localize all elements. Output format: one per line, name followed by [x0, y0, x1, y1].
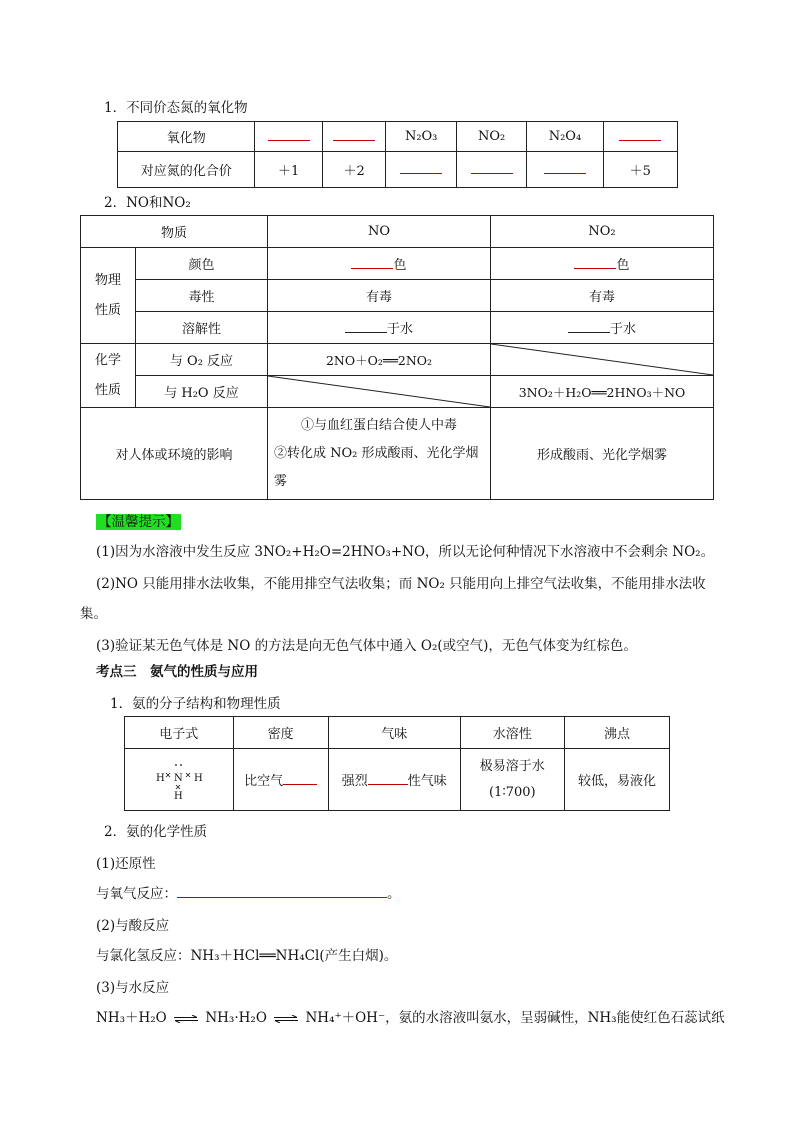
sol-suffix: 于水	[386, 322, 413, 337]
solubility-cell	[460, 749, 564, 811]
no2-effect: 形成酸雨、光化学烟雾	[491, 408, 714, 500]
hcl-reaction: 与氯化氢反应：NH₃＋HCl══NH₄Cl(产生白烟)。	[96, 948, 398, 964]
svg-text:H: H	[155, 772, 165, 784]
label-toxicity: 毒性	[136, 280, 268, 312]
no-no2-table	[80, 215, 714, 500]
sub-acid: (2)与酸反应	[96, 918, 170, 934]
section-title-ammonia-chem: 2．氨的化学性质	[104, 824, 208, 840]
boiling-cell: 较低，易液化	[564, 749, 669, 811]
no2-toxicity: 有毒	[491, 280, 714, 312]
tip-2a: (2)NO 只能用排水法收集，不能用排空气法收集；而 NO₂ 只能用向上排空气法收集，不能用排水法收	[96, 576, 706, 592]
solubility-text: 极易溶于水	[479, 758, 545, 774]
label-color: 颜色	[136, 248, 268, 280]
cell-no2: NO₂	[456, 122, 526, 152]
no-effect-cell	[268, 408, 491, 500]
diagonal-empty-cell	[268, 376, 491, 408]
blank-cell	[527, 152, 603, 188]
header-boiling: 沸点	[564, 717, 669, 749]
section-title-no-no2: 2．NO和NO₂	[104, 195, 191, 211]
group-physical: 物理 性质	[81, 248, 136, 344]
diagonal-empty-cell	[491, 344, 714, 376]
label-with-h2o: 与 H₂O 反应	[136, 376, 268, 408]
row-label-valence: 对应氮的化合价	[118, 152, 255, 188]
no-color-cell	[268, 248, 491, 280]
cell-n2o4: N₂O₄	[527, 122, 603, 152]
tip-3: (3)验证某无色气体是 NO 的方法是向无色气体中通入 O₂(或空气)，无色气体变为红棕色。	[96, 638, 637, 654]
cell-valence-1: ＋1	[255, 152, 322, 188]
blank-cell	[255, 122, 322, 152]
svg-text:N: N	[173, 772, 183, 784]
no-solubility-cell	[268, 312, 491, 344]
color-suffix: 色	[393, 258, 407, 273]
no-toxicity: 有毒	[268, 280, 491, 312]
blank-cell	[386, 152, 456, 188]
header-odor: 气味	[328, 717, 460, 749]
group-chemical: 化学 性质	[81, 344, 136, 408]
no2-color-cell	[491, 248, 714, 280]
section-title-oxides: 1．不同价态氮的氧化物	[104, 100, 248, 116]
label-with-o2: 与 O₂ 反应	[136, 344, 268, 376]
cell-valence-5: ＋5	[603, 152, 677, 188]
label-solubility: 溶解性	[136, 312, 268, 344]
section-title-ammonia-structure: 1．氨的分子结构和物理性质	[110, 696, 281, 712]
tip-1: (1)因为水溶液中发生反应 3NO₂+H₂O=2HNO₃+NO，所以无论何种情况下水溶液中不会剩余 NO₂。	[96, 544, 715, 560]
blank-cell	[322, 122, 386, 152]
blank-cell	[603, 122, 677, 152]
sol-suffix: 于水	[609, 322, 636, 337]
ammonia-physical-table	[124, 716, 670, 811]
oxides-table	[117, 121, 678, 188]
cell-valence-2: ＋2	[322, 152, 386, 188]
header-no2: NO₂	[491, 216, 714, 248]
svg-text:H: H	[173, 790, 183, 802]
density-cell: 比空气	[233, 749, 328, 811]
no2-solubility-cell	[491, 312, 714, 344]
label-effect: 对人体或环境的影响	[81, 408, 268, 500]
eq-no-o2: 2NO＋O₂══2NO₂	[268, 344, 491, 376]
color-suffix: 色	[616, 258, 630, 273]
nh3-electron-dot-formula	[144, 753, 214, 803]
no-effect-2: ②转化成 NO₂ 形成酸雨、光化学烟雾	[274, 445, 479, 489]
no-effect-1: ①与血红蛋白结合使人中毒	[300, 417, 457, 433]
oxygen-reaction: 与氧气反应： 。	[96, 886, 401, 902]
sub-reducibility: (1)还原性	[96, 856, 156, 872]
svg-text:H: H	[193, 772, 203, 784]
row-label-oxide: 氧化物	[118, 122, 255, 152]
tip-2b: 集。	[80, 606, 107, 622]
header-electron: 电子式	[125, 717, 234, 749]
reversible-arrow-icon	[273, 1015, 299, 1023]
solubility-ratio: (1∶700)	[488, 784, 536, 800]
water-reaction: NH₃＋H₂O NH₃·H₂O NH₄⁺＋OH⁻，氨的水溶液叫氨水，呈弱碱性，NH₃能使红色石蕊试纸	[96, 1010, 725, 1026]
sub-water: (3)与水反应	[96, 980, 170, 996]
header-no: NO	[268, 216, 491, 248]
cell-n2o3: N₂O₃	[386, 122, 456, 152]
header-solubility: 水溶性	[460, 717, 564, 749]
header-density: 密度	[233, 717, 328, 749]
eq-no2-h2o: 3NO₂＋H₂O══2HNO₃＋NO	[491, 376, 714, 408]
header-substance: 物质	[81, 216, 268, 248]
blank-cell	[456, 152, 526, 188]
odor-cell: 强烈 性气味	[328, 749, 460, 811]
heading-kaodian3: 考点三 氨气的性质与应用	[96, 664, 258, 680]
tip-label: 【温馨提示】	[98, 514, 179, 530]
electron-formula-cell	[125, 749, 234, 811]
reversible-arrow-icon	[173, 1015, 199, 1023]
